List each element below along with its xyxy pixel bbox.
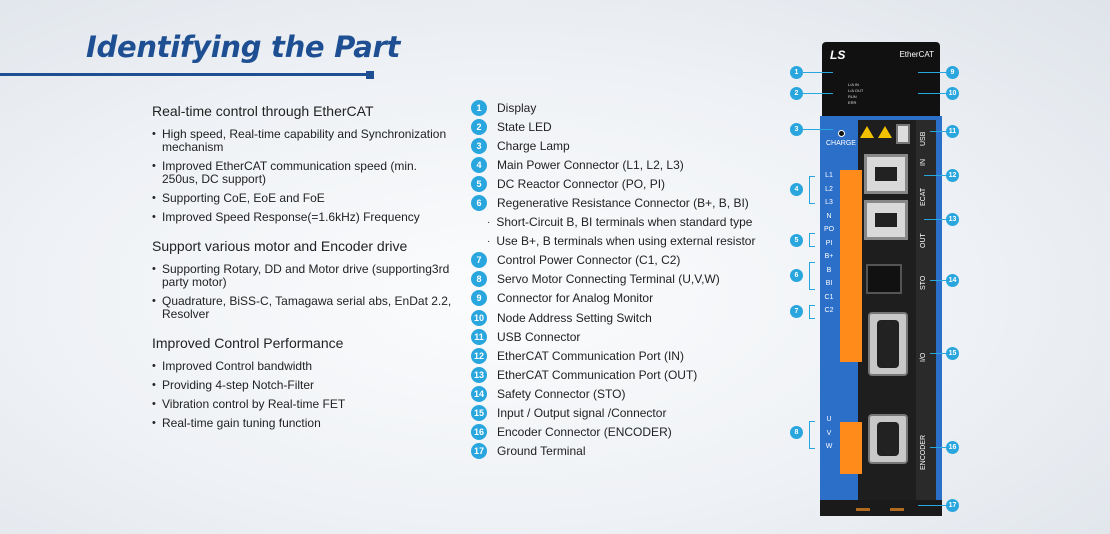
part-label: State LED xyxy=(497,119,552,134)
part-number-badge: 6 xyxy=(471,195,487,211)
part-number-badge: 5 xyxy=(471,176,487,192)
ground-terminal xyxy=(890,508,904,511)
part-label: EtherCAT Communication Port (IN) xyxy=(497,348,684,363)
callout-17: 17 xyxy=(946,499,959,512)
encoder-connector xyxy=(868,414,908,464)
terminal-label: B+ xyxy=(824,253,834,260)
in-label: IN xyxy=(920,159,927,166)
part-number-badge: 11 xyxy=(471,329,487,345)
part-label: Charge Lamp xyxy=(497,138,570,153)
part-number-badge: 8 xyxy=(471,271,487,287)
part-number-badge: 7 xyxy=(471,252,487,268)
ecat-label: ECAT xyxy=(920,187,927,206)
terminal-label: PI xyxy=(825,239,833,247)
callout-bracket xyxy=(809,262,815,290)
part-subnote xyxy=(471,213,771,232)
part-number-badge: 3 xyxy=(471,138,487,154)
part-label: Main Power Connector (L1, L2, L3) xyxy=(497,157,684,172)
part-item xyxy=(471,327,771,346)
power-terminal-block xyxy=(840,170,862,362)
display-panel xyxy=(822,42,940,116)
feature-item: • Providing 4-step Notch-Filter xyxy=(152,379,452,392)
state-led-labels xyxy=(848,82,863,106)
callout-15: 15 xyxy=(946,347,959,360)
part-item xyxy=(471,251,771,270)
feature-item: • Supporting Rotary, DD and Motor drive (supporting3rd party motor) xyxy=(152,263,452,289)
connector-socket xyxy=(877,320,899,368)
feature-item: • Real-time gain tuning function xyxy=(152,417,452,430)
motor-terminal-block xyxy=(840,422,862,474)
feature-item: • Quadrature, BiSS-C, Tamagawa serial abs, EnDat 2.2, Resolver xyxy=(152,295,452,321)
terminal-label: W xyxy=(825,443,833,450)
part-number-badge: 13 xyxy=(471,367,487,383)
part-number-badge: 10 xyxy=(471,310,487,326)
servo-drive-illustration xyxy=(820,42,942,516)
terminal-label: V xyxy=(826,429,832,437)
ground-terminal xyxy=(856,508,870,511)
part-label: USB Connector xyxy=(497,329,581,344)
callout-line xyxy=(803,129,833,130)
part-item xyxy=(471,442,771,461)
brand-logo: LS xyxy=(830,48,846,62)
feature-heading: Real-time control through EtherCAT xyxy=(152,103,374,119)
part-number-badge: 15 xyxy=(471,405,487,421)
callout-line xyxy=(924,219,948,220)
callout-16: 16 xyxy=(946,441,959,454)
part-subnote xyxy=(471,232,771,251)
charge-label: CHARGE xyxy=(826,140,856,147)
callout-5: 5 xyxy=(790,234,803,247)
part-subnote-label: Short-Circuit B, BI terminals when standard type xyxy=(496,215,753,230)
features-panel xyxy=(152,103,452,444)
callout-8: 8 xyxy=(790,426,803,439)
callout-10: 10 xyxy=(946,87,959,100)
part-label: Safety Connector (STO) xyxy=(497,386,626,401)
drive-base xyxy=(820,500,942,516)
feature-item: • Improved EtherCAT communication speed (min. 250us, DC support) xyxy=(152,160,452,186)
callout-1: 1 xyxy=(790,66,803,79)
feature-item: • Vibration control by Real-time FET xyxy=(152,398,452,411)
callout-11: 11 xyxy=(946,125,959,138)
parts-list xyxy=(471,98,771,461)
port-socket xyxy=(875,167,897,181)
part-item xyxy=(471,193,771,212)
sto-label: STO xyxy=(920,275,927,290)
feature-item: • Improved Speed Response(=1.6kHz) Frequency xyxy=(152,211,452,224)
warning-icon xyxy=(878,126,892,138)
callout-bracket xyxy=(809,176,815,204)
part-label: Input / Output signal /Connector xyxy=(497,406,667,421)
out-label: OUT xyxy=(920,233,927,248)
terminal-label: BI xyxy=(825,280,833,287)
part-label: Ground Terminal xyxy=(497,444,586,459)
callout-line xyxy=(918,93,948,94)
part-item xyxy=(471,346,771,365)
ethercat-in-port xyxy=(864,154,908,194)
part-subnote-label: Use B+, B terminals when using external resistor xyxy=(496,234,756,249)
feature-item: • High speed, Real-time capability and Synchronization mechanism xyxy=(152,128,452,154)
part-item xyxy=(471,155,771,174)
terminal-label: PO xyxy=(823,226,835,233)
part-item xyxy=(471,136,771,155)
part-item xyxy=(471,270,771,289)
terminal-labels xyxy=(820,172,838,321)
part-item xyxy=(471,404,771,423)
part-label: Display xyxy=(497,100,537,115)
part-item xyxy=(471,365,771,384)
callout-line xyxy=(918,72,948,73)
part-item xyxy=(471,117,771,136)
callout-7: 7 xyxy=(790,305,803,318)
part-item xyxy=(471,308,771,327)
part-number-badge: 4 xyxy=(471,157,487,173)
page-title: Identifying the Part xyxy=(86,30,401,64)
feature-heading: Improved Control Performance xyxy=(152,335,344,351)
bullet-dot: · xyxy=(487,216,491,228)
bullet-dot: · xyxy=(487,235,491,247)
part-item xyxy=(471,174,771,193)
callout-3: 3 xyxy=(790,123,803,136)
callout-line xyxy=(918,505,948,506)
callout-9: 9 xyxy=(946,66,959,79)
callout-line xyxy=(924,175,948,176)
feature-item: • Supporting CoE, EoE and FoE xyxy=(152,192,452,205)
part-label: Regenerative Resistance Connector (B+, B, BI) xyxy=(497,196,749,211)
callout-2: 2 xyxy=(790,87,803,100)
part-label: Control Power Connector (C1, C2) xyxy=(497,253,681,268)
title-underline xyxy=(0,73,372,76)
charge-lamp-icon xyxy=(838,130,845,137)
terminal-label: B xyxy=(826,266,832,274)
part-label: EtherCAT Communication Port (OUT) xyxy=(497,367,698,382)
part-item xyxy=(471,98,771,117)
warning-icon xyxy=(860,126,874,138)
part-label: Connector for Analog Monitor xyxy=(497,291,654,306)
terminal-label: L3 xyxy=(825,199,833,206)
feature-section-control xyxy=(152,335,452,430)
part-number-badge: 16 xyxy=(471,424,487,440)
title-underline-end xyxy=(366,71,374,79)
part-label: Servo Motor Connecting Terminal (U,V,W) xyxy=(497,272,720,287)
callout-6: 6 xyxy=(790,269,803,282)
part-item xyxy=(471,384,771,403)
feature-item: • Improved Control bandwidth xyxy=(152,360,452,373)
part-number-badge: 9 xyxy=(471,290,487,306)
usb-label: USB xyxy=(920,131,927,146)
part-item xyxy=(471,423,771,442)
part-label: Node Address Setting Switch xyxy=(497,310,652,325)
callout-14: 14 xyxy=(946,274,959,287)
part-number-badge: 14 xyxy=(471,386,487,402)
callout-line xyxy=(803,93,833,94)
callout-12: 12 xyxy=(946,169,959,182)
part-label: DC Reactor Connector (PO, PI) xyxy=(497,176,666,191)
part-item xyxy=(471,289,771,308)
feature-section-motor xyxy=(152,238,452,321)
ethercat-out-port xyxy=(864,200,908,240)
encoder-label: ENCODER xyxy=(920,434,927,470)
led-label: ERR xyxy=(848,100,857,105)
led-label: L/A OUT xyxy=(848,88,864,93)
led-label: RUN xyxy=(848,94,857,99)
io-label: I/O xyxy=(920,352,927,362)
callout-4: 4 xyxy=(790,183,803,196)
feature-heading: Support various motor and Encoder drive xyxy=(152,238,408,254)
terminal-label: C2 xyxy=(824,307,834,314)
terminal-label: C1 xyxy=(824,293,834,301)
terminal-label: L2 xyxy=(825,185,833,193)
callout-line xyxy=(803,72,833,73)
terminal-label: N xyxy=(826,212,832,220)
part-number-badge: 12 xyxy=(471,348,487,364)
callout-bracket xyxy=(809,421,815,449)
terminal-label: U xyxy=(826,416,832,423)
callout-bracket xyxy=(809,233,815,247)
usb-port-icon xyxy=(896,124,910,144)
terminal-label: L1 xyxy=(825,172,833,179)
part-number-badge: 1 xyxy=(471,100,487,116)
callout-13: 13 xyxy=(946,213,959,226)
motor-terminal-labels xyxy=(820,416,838,457)
part-number-badge: 17 xyxy=(471,443,487,459)
port-socket xyxy=(875,213,897,227)
ethercat-logo: EtherCAT xyxy=(899,50,934,59)
connector-socket xyxy=(877,422,899,456)
io-connector xyxy=(868,312,908,376)
sto-connector xyxy=(866,264,902,294)
callout-bracket xyxy=(809,305,815,319)
part-label: Encoder Connector (ENCODER) xyxy=(497,425,672,440)
led-label: L/A IN xyxy=(848,82,859,87)
feature-section-ethercat xyxy=(152,103,452,224)
part-number-badge: 2 xyxy=(471,119,487,135)
